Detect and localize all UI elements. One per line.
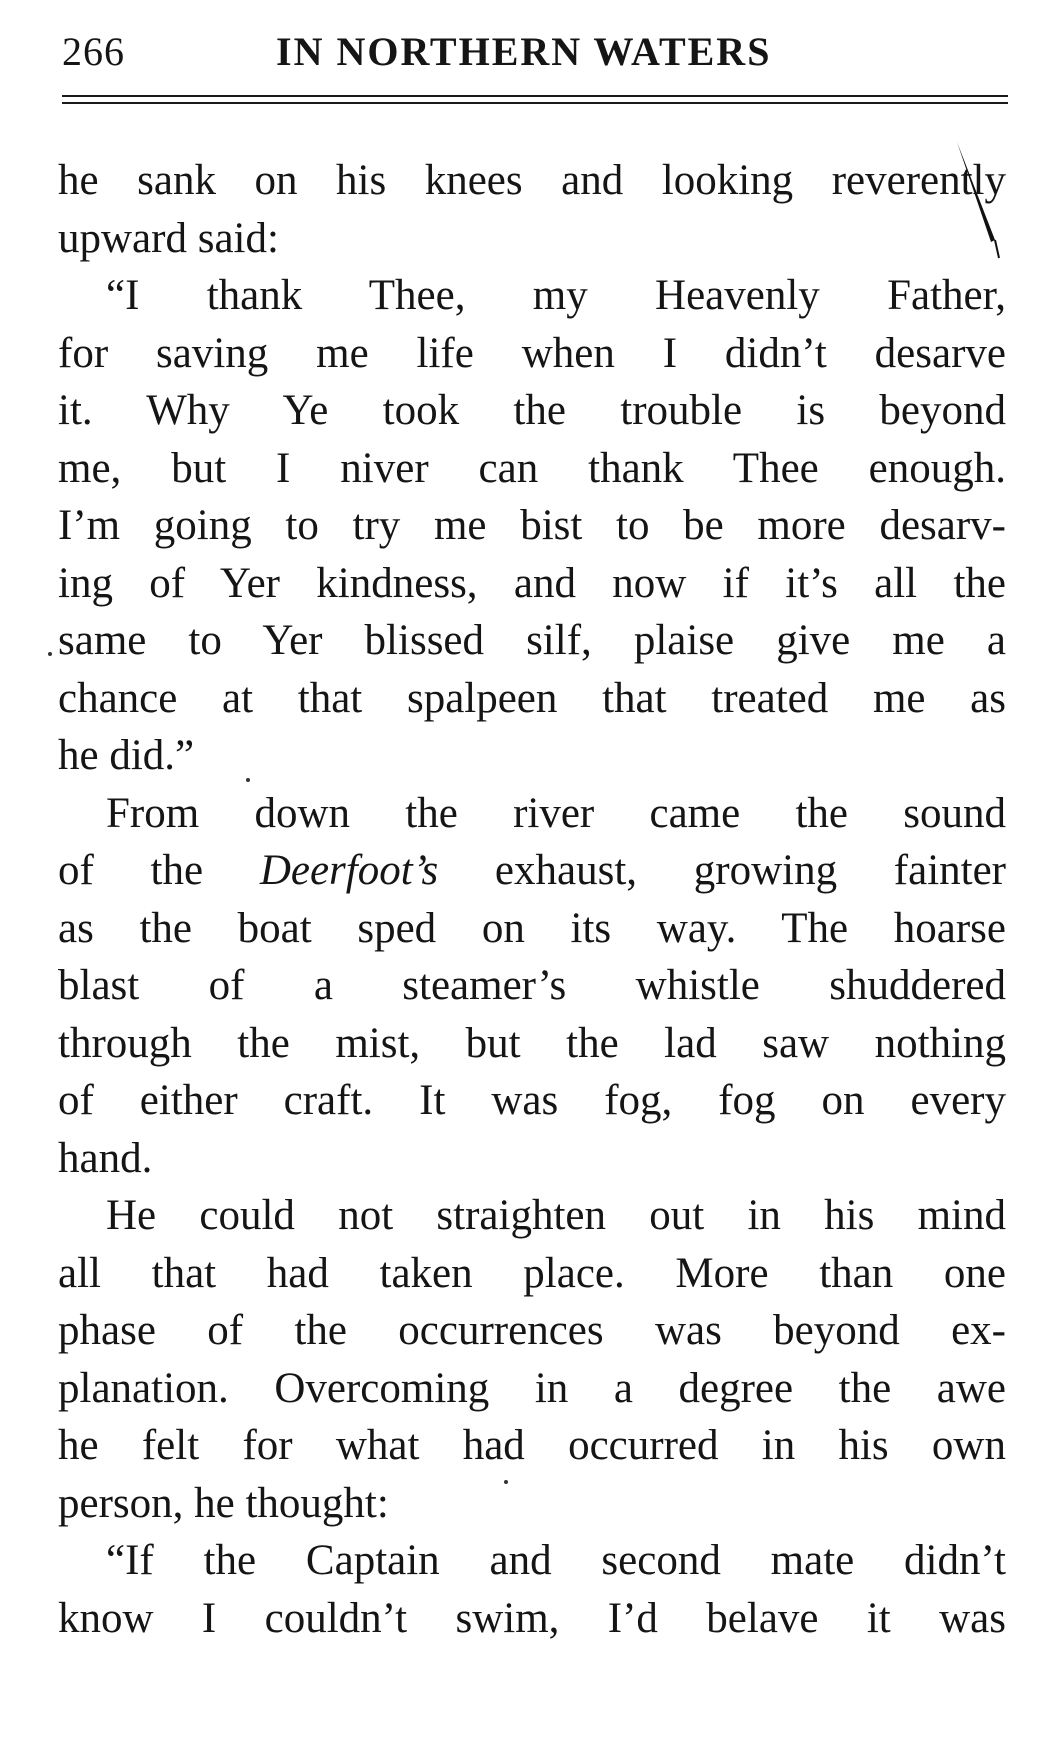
ink-speck (504, 1480, 508, 1484)
text-line: he sank on his knees and looking reverently (58, 157, 1006, 204)
text-line: phase of the occurrences was beyond ex- (58, 1307, 1006, 1354)
text-line: same to Yer blissed silf, plaise give me a (58, 617, 1006, 664)
body-text (58, 152, 1006, 1647)
text-line: know I couldn’t swim, I’d belave it was (58, 1594, 1006, 1642)
text-fragment: of the (58, 847, 260, 894)
header-rule-top (62, 95, 1008, 97)
ink-speck (48, 652, 52, 656)
text-line: it. Why Ye took the trouble is beyond (58, 387, 1006, 434)
running-head (62, 22, 1002, 78)
text-line: for saving me life when I didn’t desarve (58, 329, 1006, 377)
text-line: “I thank Thee, my Heavenly Father, (106, 272, 1006, 319)
text-line: he did.” (58, 732, 195, 779)
text-line: “If the Captain and second mate didn’t (106, 1537, 1006, 1584)
text-line: person, he thought: (58, 1479, 389, 1527)
text-line: I’m going to try me bist to be more desarv- (58, 502, 1006, 549)
text-line: as the boat sped on its way. The hoarse (58, 904, 1006, 952)
text-line: he felt for what had occurred in his own (58, 1422, 1006, 1469)
text-line: He could not straighten out in his mind (106, 1192, 1006, 1239)
text-line: chance at that spalpeen that treated me as (58, 674, 1006, 722)
text-line: upward said: (58, 214, 279, 262)
text-line: ing of Yer kindness, and now if it’s all the (58, 559, 1006, 607)
running-title: IN NORTHERN WATERS (276, 29, 772, 74)
text-line: planation. Overcoming in a degree the awe (58, 1364, 1006, 1412)
text-line: through the mist, but the lad saw nothing (58, 1019, 1006, 1067)
page-number: 266 (62, 29, 125, 74)
text-line: hand. (58, 1134, 153, 1182)
text-line: of either craft. It was fog, fog on every (58, 1077, 1006, 1124)
text-line-italic (58, 842, 1006, 900)
text-line: From down the river came the sound (106, 789, 1006, 837)
ship-name: Deerfoot’s (259, 847, 439, 894)
header-rule-bottom (62, 102, 1008, 104)
ink-speck (246, 778, 250, 782)
text-fragment: exhaust, growing fainter (438, 847, 1006, 894)
text-line: blast of a steamer’s whistle shuddered (58, 962, 1006, 1009)
text-line: me, but I niver can thank Thee enough. (58, 444, 1006, 492)
text-line: all that had taken place. More than one (58, 1249, 1006, 1297)
